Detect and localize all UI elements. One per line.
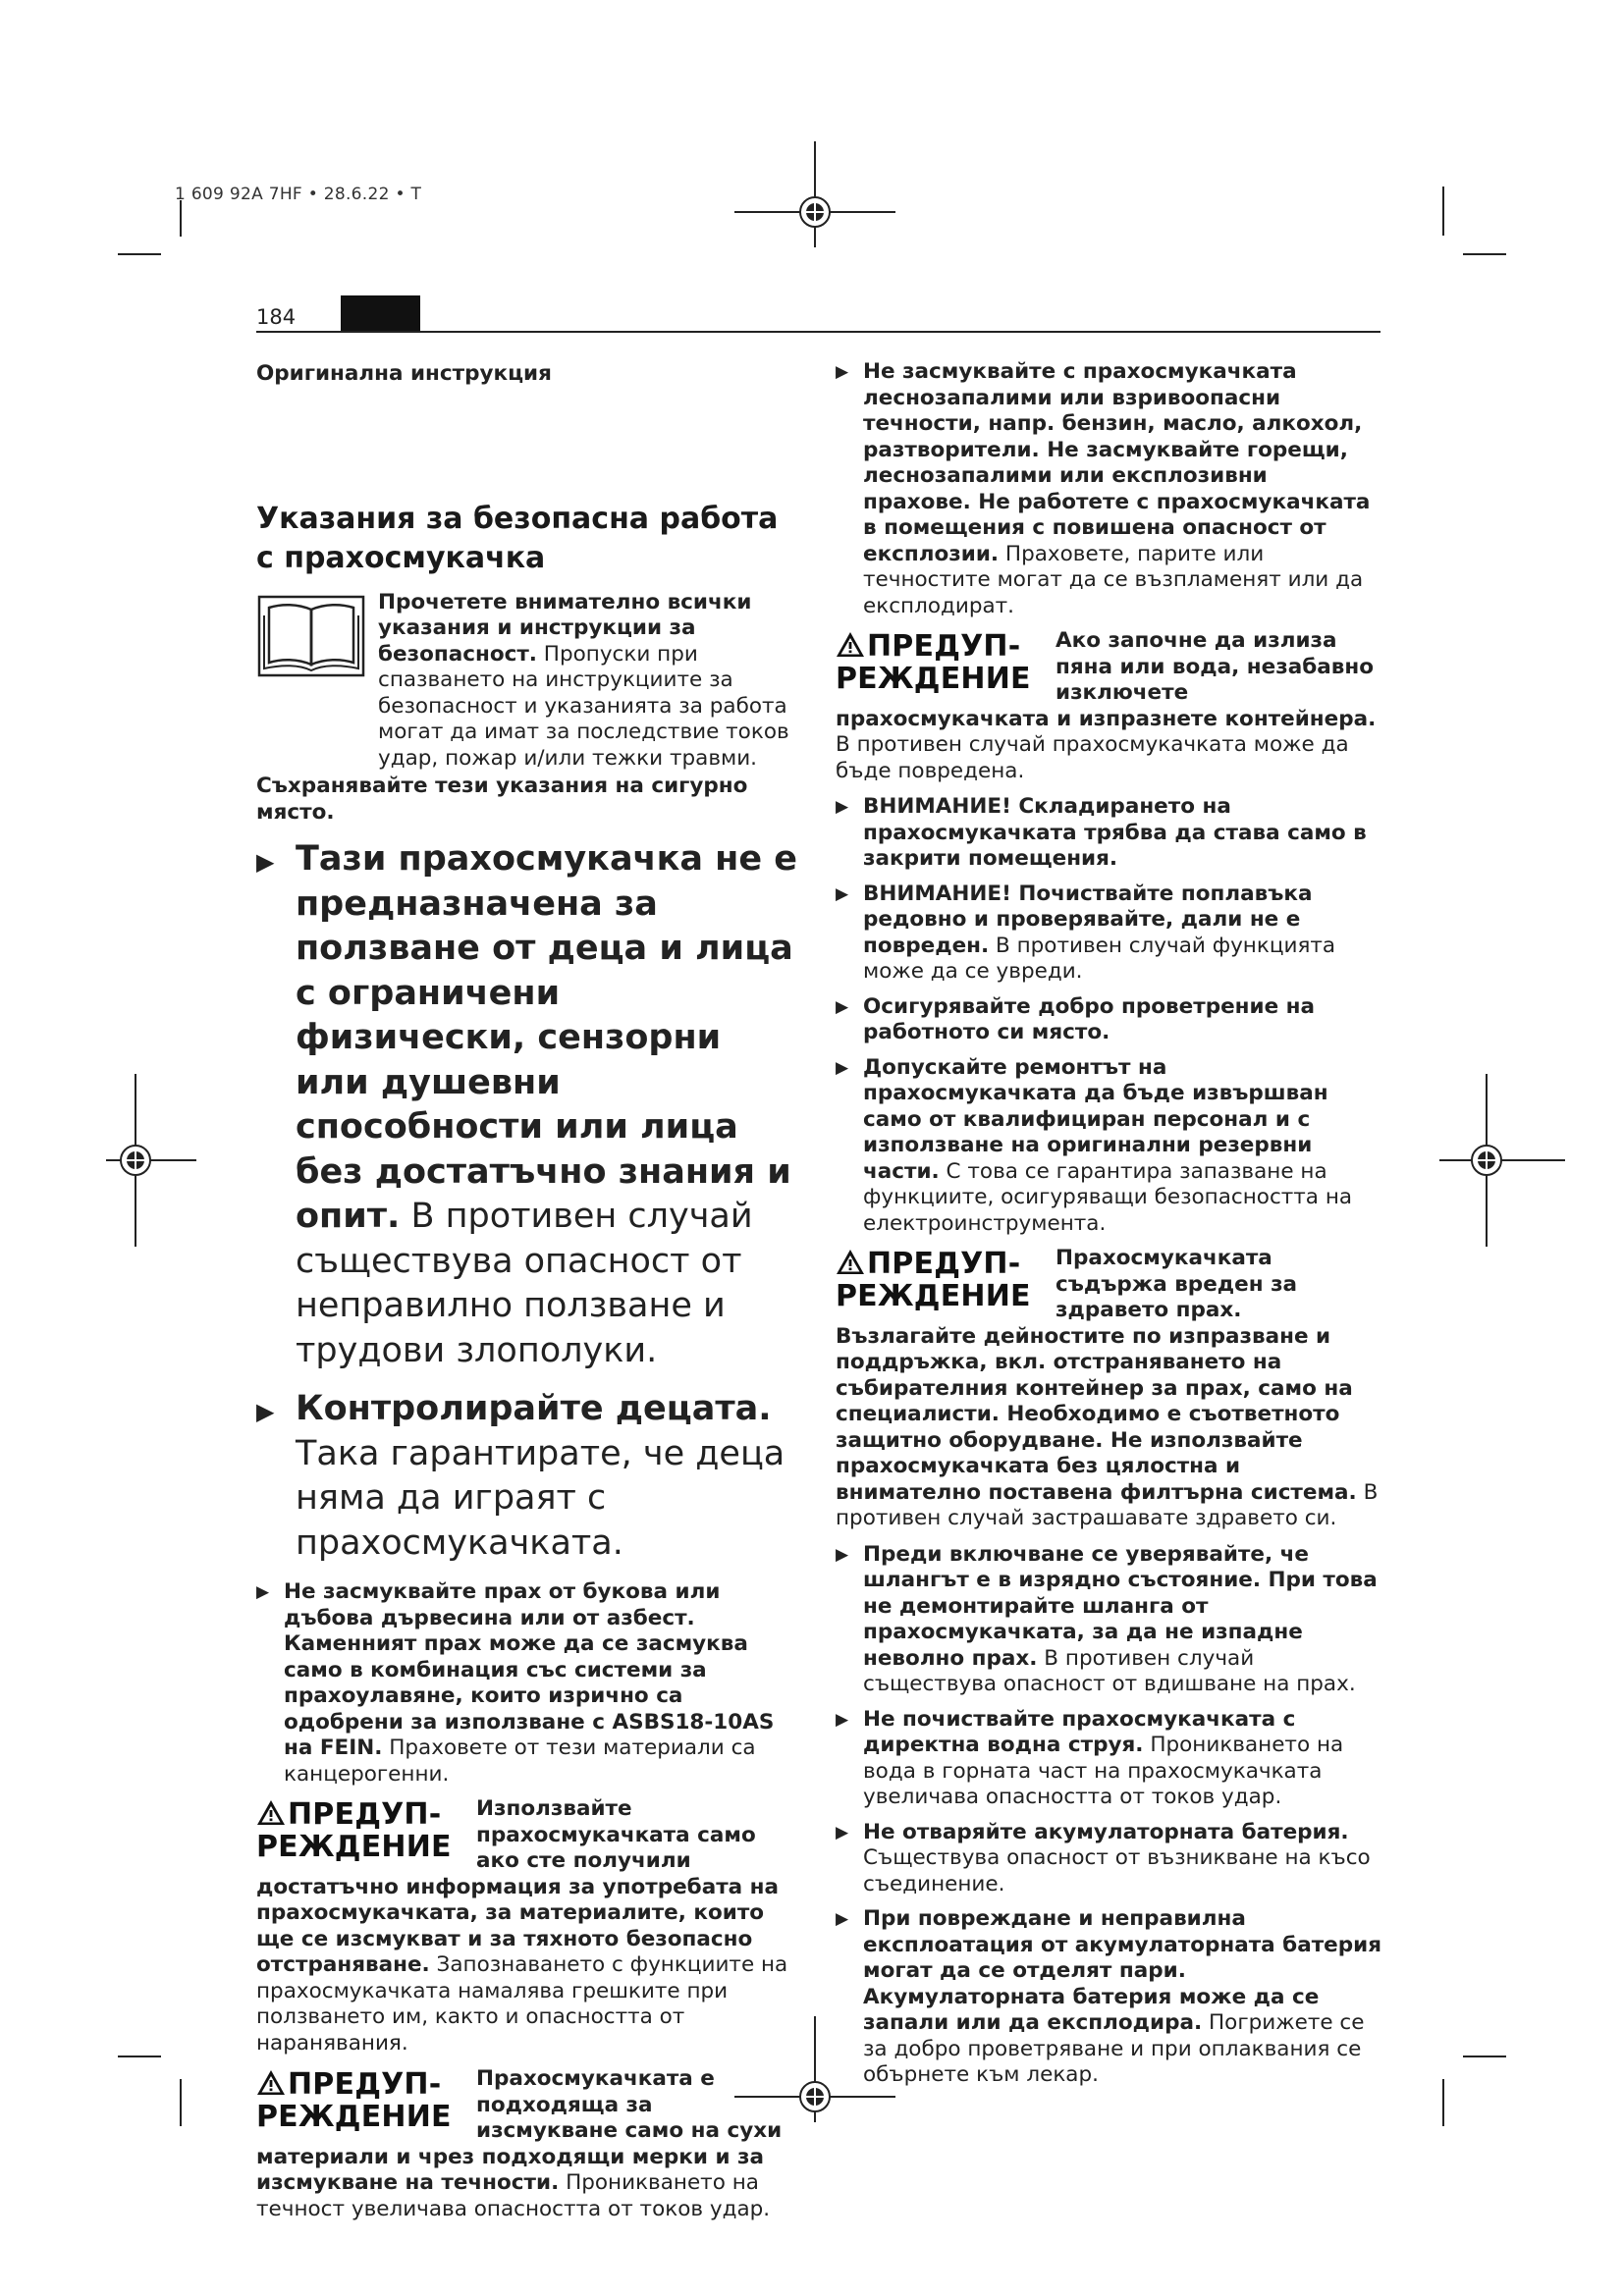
section-title: Указания за безопасна работа с прахосмукачка <box>256 501 779 575</box>
crop-mark <box>180 2079 182 2126</box>
list-item: ▶ Допускайте ремонтът на прахосмукачката да бъде извършван само от квалифициран персонал и с използване на оригинални резервни части. С това се гарантира запазване на функциите, осигуряващи безопасността на електроинструмента. <box>836 1054 1353 1236</box>
list-item: ▶ ВНИМАНИЕ! Почиствайте поплавъка редовно и проверявайте, дали не е повреден. В противен случай функцията може да се увреди. <box>836 881 1336 984</box>
registration-mark-icon <box>1435 1062 1573 1258</box>
crop-mark <box>1463 2056 1506 2057</box>
bullet-triangle-icon: ▶ <box>256 1398 275 1425</box>
bullet-triangle-icon: ▶ <box>836 1709 849 1730</box>
print-slug: 1 609 92A 7HF • 28.6.22 • T <box>175 185 422 204</box>
language-tab <box>341 295 420 331</box>
warning-triangle-icon <box>256 2069 286 2096</box>
page-number: 184 <box>256 305 297 329</box>
registration-mark-icon <box>86 1062 204 1258</box>
right-column <box>836 359 1381 2098</box>
original-instructions-label: Оригинална инструкция <box>256 361 552 386</box>
warning-triangle-icon <box>256 1799 286 1826</box>
crop-mark <box>118 253 161 255</box>
bullet-triangle-icon: ▶ <box>836 362 849 382</box>
left-column <box>256 361 801 2232</box>
warning-triangle-icon <box>836 631 865 658</box>
warning-label: ПРЕДУП- РЕЖДЕНИЕ <box>256 1797 452 1864</box>
crop-mark <box>118 2056 161 2057</box>
warning-label: ПРЕДУП- РЕЖДЕНИЕ <box>836 1247 1031 1313</box>
bullet-triangle-icon: ▶ <box>256 1582 270 1602</box>
bullet-triangle-icon: ▶ <box>836 1544 849 1565</box>
bullet-triangle-icon: ▶ <box>836 1909 849 1929</box>
list-item: ▶ Контролирайте децата. Така гарантирате, че деца няма да играят с прахосмукачката. <box>256 1389 785 1563</box>
warning-label: ПРЕДУП- РЕЖДЕНИЕ <box>256 2067 452 2134</box>
header-rule <box>256 331 1380 333</box>
crop-mark <box>180 200 182 237</box>
keep-instructions-text: Съхранявайте тези указания на сигурно място. <box>256 774 748 825</box>
warning-triangle-icon <box>836 1249 865 1275</box>
bullet-triangle-icon: ▶ <box>836 883 849 904</box>
list-item: ▶ При повреждане и неправилна експлоатация от акумулаторната батерия могат да се отделят пари. Акумулаторната батерия може да се запали или да експлодира. Погрижете се за добро проветряване и при оплаквания се обърнете към лекар. <box>836 1906 1381 2087</box>
read-instructions-block <box>256 590 801 773</box>
list-item: ▶ ВНИМАНИЕ! Складирането на прахосмукачката трябва да става само в закрити помещения. <box>836 794 1367 871</box>
warning-block: ПРЕДУП- РЕЖДЕНИЕ Прахосмукачката съдържа вреден за здравето прах. Възлагайте дейностите по изпразване и поддръжка, вкл. отстраняването на събирателния контейнер за прах, само на специалисти. Необходимо е съответното защитно оборудване. Не използвайте прахосмукачката без цялостна и внимателно поставена филтърна система. В противен случай застрашавате здравето си. <box>836 1246 1379 1530</box>
crop-mark <box>1442 2079 1444 2126</box>
warning-block: ПРЕДУП- РЕЖДЕНИЕ Използвайте прахосмукачката само ако сте получили достатъчно информация за употребата на прахосмукачката, за материалите, които ще се изсмукват и за тяхното безопасно отстраняване. Запознаването с функциите на прахосмукачката намалява грешките при ползването им, както и опасността от наранявания. <box>256 1796 788 2056</box>
crop-mark <box>1463 253 1506 255</box>
list-item: ▶ Тази прахосмукачка не е предназначена за ползване от деца и лица с ограничени физически, сензорни или душевни способности или лица без достатъчно знания и опит. В противен случай съществува опасност от неправилно ползване и трудови злополуки. <box>256 839 797 1370</box>
bullet-triangle-icon: ▶ <box>256 848 275 876</box>
intro-bold: Прочетете внимателно всички указания и инструкции за безопасност. <box>378 589 752 667</box>
book-icon <box>256 594 366 678</box>
crop-mark <box>1442 187 1444 236</box>
bullet-triangle-icon: ▶ <box>836 996 849 1017</box>
bullet-triangle-icon: ▶ <box>836 1057 849 1078</box>
warning-block: ПРЕДУП- РЕЖДЕНИЕ Прахосмукачката е подходяща за изсмукване само на сухи материали и чрез подходящи мерки и за изсмукване на течности. Проникването на течност увеличава опасността от токов удар. <box>256 2066 783 2221</box>
list-item: ▶ Не отваряйте акумулаторната батерия. Съществува опасност от възникване на късо съединение. <box>836 1819 1371 1896</box>
list-item: ▶ Не почиствайте прахосмукачката с директна водна струя. Проникването на вода в горната част на прахосмукачката увеличава опасността от токов удар. <box>836 1706 1344 1809</box>
list-item: ▶ Не засмуквайте прах от букова или дъбова дървесина или от азбест. Каменният прах може да се засмуква само в комбинация със системи за прахоулавяне, които изрично са одобрени за използване с ASBS18-10AS на FEIN. Праховете от тези материали са канцерогенни. <box>256 1579 775 1787</box>
bullet-triangle-icon: ▶ <box>836 797 849 817</box>
list-item: ▶ Преди включване се уверявайте, че шлангът е в изрядно състояние. При това не демонтирайте шланга от прахосмукачката, за да не изпадне неволно прах. В противен случай съществува опасност от вдишване на прах. <box>836 1541 1378 1696</box>
warning-label: ПРЕДУП- РЕЖДЕНИЕ <box>836 629 1031 696</box>
list-item: ▶ Осигурявайте добро проветрение на работното си място. <box>836 993 1316 1044</box>
bullet-triangle-icon: ▶ <box>836 1822 849 1842</box>
registration-mark-icon <box>727 137 903 294</box>
warning-block: ПРЕДУП- РЕЖДЕНИЕ Ако започне да излиза пяна или вода, незабавно изключете прахосмукачката и изпразнете контейнера. В противен случай прахосмукачката може да бъде повредена. <box>836 628 1377 783</box>
intro-text: Пропуски при спазването на инструкциите за безопасност и указанията за работа могат да имат за последствие токов удар, пожар и/или тежки травми. <box>378 641 789 771</box>
list-item: ▶ Не засмуквайте с прахосмукачката леснозапалими или взривоопасни течности, напр. бензин, масло, алкохол, разтворители. Не засмуквайте горещи, леснозапалими или експлозивни прахове. Не работете с прахосмукачката в помещения с повишена опасност от експлозии. Праховете, парите или течностите могат да се възпламенят или да експлодират. <box>836 359 1371 618</box>
